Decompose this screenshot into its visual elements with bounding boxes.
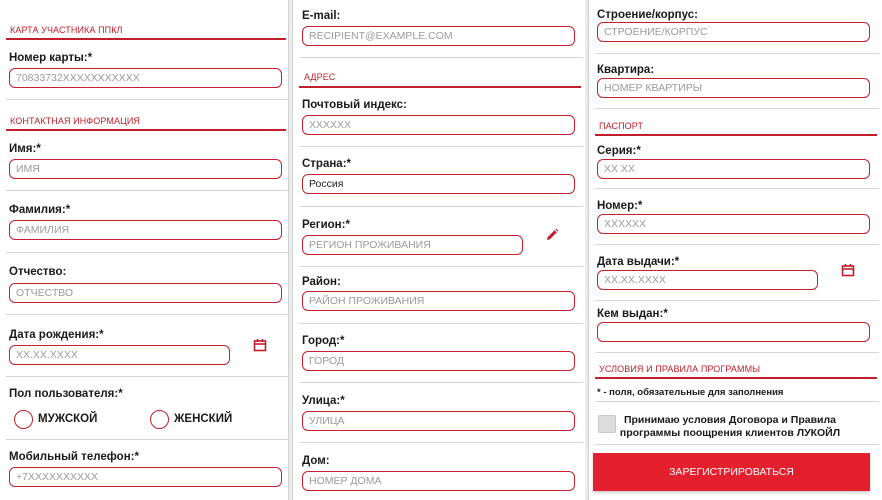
gender-male-label[interactable]: МУЖСКОЙ — [38, 413, 98, 425]
row-divider — [6, 99, 288, 100]
card-number-label: Номер карты:* — [9, 52, 93, 64]
row-divider — [595, 53, 879, 54]
section-title-terms: УСЛОВИЯ И ПРАВИЛА ПРОГРАММЫ — [599, 364, 761, 374]
consent-line-1: Принимаю условия Договора и Правила — [623, 414, 837, 426]
country-select[interactable]: Россия — [302, 174, 575, 194]
row-divider — [6, 376, 288, 377]
passport-number-input[interactable]: XXXXXX — [597, 214, 870, 234]
row-divider — [595, 352, 879, 353]
row-divider — [299, 206, 583, 207]
birth-date-label: Дата рождения:* — [9, 329, 104, 341]
name-input[interactable]: ИМЯ — [9, 159, 282, 179]
issue-date-label: Дата выдачи:* — [597, 256, 680, 268]
house-input[interactable]: НОМЕР ДОМА — [302, 471, 575, 491]
consent-line-2: программы поощрения клиентов ЛУКОЙЛ — [619, 427, 841, 439]
gender-female-label[interactable]: ЖЕНСКИЙ — [174, 413, 233, 425]
country-label: Страна:* — [302, 158, 352, 170]
city-input[interactable]: ГОРОД — [302, 351, 575, 371]
email-label: E-mail: — [302, 10, 341, 22]
section-divider — [6, 129, 286, 131]
series-label: Серия:* — [597, 145, 641, 157]
gender-label: Пол пользователя:* — [9, 388, 123, 400]
form-column-3 — [589, 0, 882, 500]
region-label: Регион:* — [302, 219, 350, 231]
calendar-icon[interactable] — [841, 263, 855, 277]
section-title-passport: ПАСПОРТ — [599, 121, 644, 131]
row-divider — [6, 439, 288, 440]
phone-label: Мобильный телефон:* — [9, 451, 139, 463]
row-divider — [299, 146, 583, 147]
phone-input[interactable]: +7XXXXXXXXXX — [9, 467, 282, 487]
gender-female-radio[interactable] — [150, 410, 169, 429]
row-divider — [299, 57, 583, 58]
form-column-2 — [293, 0, 585, 500]
building-input[interactable]: СТРОЕНИЕ/КОРПУС — [597, 22, 870, 42]
email-input[interactable]: RECIPIENT@EXAMPLE.COM — [302, 26, 575, 46]
section-title-address: АДРЕС — [304, 72, 336, 82]
row-divider — [595, 244, 879, 245]
patronymic-label: Отчество: — [9, 266, 67, 278]
row-divider — [299, 323, 583, 324]
section-divider — [299, 86, 581, 88]
apartment-label: Квартира: — [597, 64, 655, 76]
row-divider — [595, 300, 879, 301]
region-input[interactable]: РЕГИОН ПРОЖИВАНИЯ — [302, 235, 523, 255]
street-input[interactable]: УЛИЦА — [302, 411, 575, 431]
row-divider — [6, 252, 288, 253]
section-divider — [6, 38, 286, 40]
zip-input[interactable]: XXXXXX — [302, 115, 575, 135]
row-divider — [595, 401, 879, 402]
row-divider — [595, 188, 879, 189]
form-column-1 — [0, 0, 288, 500]
street-label: Улица:* — [302, 395, 345, 407]
building-label: Строение/корпус: — [597, 9, 698, 21]
register-button[interactable]: ЗАРЕГИСТРИРОВАТЬСЯ — [593, 453, 870, 491]
row-divider — [595, 444, 879, 445]
surname-label: Фамилия:* — [9, 204, 71, 216]
patronymic-input[interactable]: ОТЧЕСТВО — [9, 283, 282, 303]
row-divider — [299, 382, 583, 383]
district-label: Район: — [302, 276, 341, 288]
row-divider — [299, 266, 583, 267]
birth-date-input[interactable]: XX.XX.XXXX — [9, 345, 230, 365]
section-title-contact: КОНТАКТНАЯ ИНФОРМАЦИЯ — [10, 116, 141, 126]
pencil-icon[interactable] — [545, 228, 559, 242]
row-divider — [299, 442, 583, 443]
section-divider — [595, 134, 877, 136]
city-label: Город:* — [302, 335, 345, 347]
zip-label: Почтовый индекс: — [302, 99, 407, 111]
section-title-card: КАРТА УЧАСТНИКА ППКЛ — [10, 25, 123, 35]
required-note: * - поля, обязательные для заполнения — [597, 387, 784, 398]
district-input[interactable]: РАЙОН ПРОЖИВАНИЯ — [302, 291, 575, 311]
issued-by-input[interactable] — [597, 322, 870, 342]
passport-number-label: Номер:* — [597, 200, 643, 212]
issued-by-label: Кем выдан:* — [597, 308, 668, 320]
issue-date-input[interactable]: XX.XX.XXXX — [597, 270, 818, 290]
name-label: Имя:* — [9, 143, 41, 155]
surname-input[interactable]: ФАМИЛИЯ — [9, 220, 282, 240]
apartment-input[interactable]: НОМЕР КВАРТИРЫ — [597, 78, 870, 98]
consent-checkbox[interactable] — [598, 415, 616, 433]
row-divider — [595, 108, 879, 109]
card-number-input[interactable]: 70833732XXXXXXXXXXX — [9, 68, 282, 88]
house-label: Дом: — [302, 455, 330, 467]
series-input[interactable]: XX XX — [597, 159, 870, 179]
section-divider — [595, 377, 877, 379]
calendar-icon[interactable] — [253, 338, 267, 352]
row-divider — [6, 314, 288, 315]
gender-male-radio[interactable] — [14, 410, 33, 429]
consent-text[interactable] — [619, 414, 841, 440]
row-divider — [6, 190, 288, 191]
